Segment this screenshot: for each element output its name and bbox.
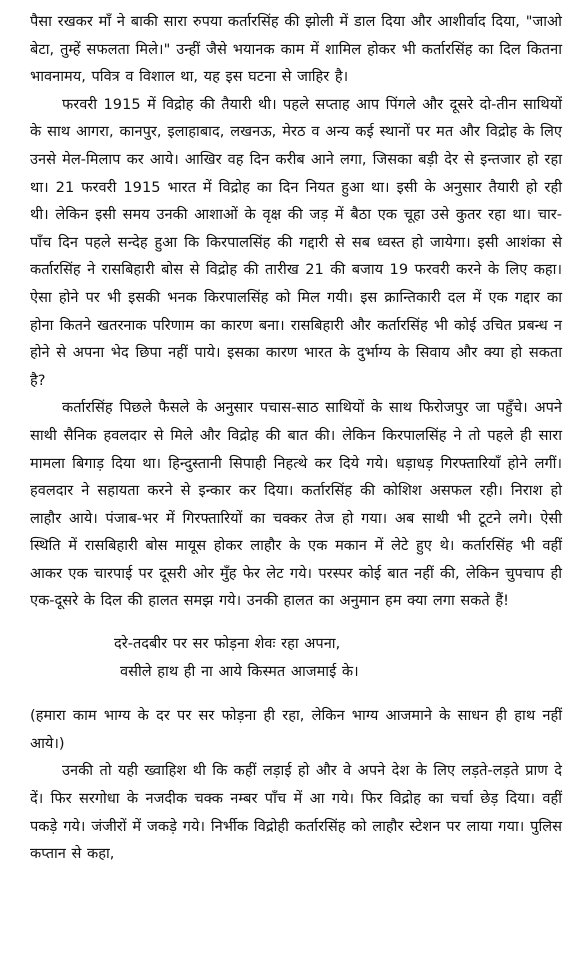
verse-line-2: वसीले हाथ ही ना आये किस्मत आजमाई के।	[120, 662, 359, 680]
verse-couplet	[30, 630, 562, 685]
verse-line-1: दरे-तदबीर पर सर फोड़ना शेवः रहा अपना,	[114, 635, 341, 653]
paragraph-arrest: उनकी तो यही ख्वाहिश थी कि कहीं लड़ाई हो और वे अपने देश के लिए लड़ते-लड़ते प्राण दे दें। फिर सरगोधा के नजदीक चक्क नम्बर पाँच में आ गये। फिर विद्रोह का चर्चा छेड़ दिया। वहीं पकड़े गये। जंजीरों में जकड़े गये। निर्भीक विद्रोही कर्तारसिंह को लाहौर स्टेशन पर लाया गया। पुलिस कप्तान से कहा,	[30, 762, 562, 863]
verse-translation: (हमारा काम भाग्य के दर पर सर फोड़ना ही रहा, लेकिन भाग्य आजमाने के साधन ही हाथ नहीं आये।)	[30, 707, 562, 752]
paragraph-ferozepur-attempt: कर्तारसिंह पिछले फैसले के अनुसार पचास-साठ साथियों के साथ फिरोजपुर जा पहुँचे। अपने साथी सैनिक हवलदार से मिले और विद्रोह की बात की। लेकिन किरपालसिंह ने तो पहले ही सारा मामला बिगाड़ दिया था। हिन्दुस्तानी सिपाही निहत्थे कर दिये गये। धड़ाधड़ गिरफ्तारियाँ होने लगीं। हवलदार ने सहायता करने से इन्कार कर दिया। कर्तारसिंह की कोशिश असफल रही। निराश हो लाहौर आये। पंजाब-भर में गिरफ्तारियों का चक्कर तेज हो गया। अब साथी भी टूटने लगे। ऐसी स्थिति में रासबिहारी बोस मायूस होकर लाहौर के एक मकान में लेटे हुए थे। कर्तारसिंह भी वहीं आकर एक चारपाई पर दूसरी ओर मुँह फेर लेट गये। परस्पर कोई बात नहीं की, लेकिन चुपचाप ही एक-दूसरे के दिल की हालत समझ गये। उनकी हालत का अनुमान हम क्या लगा सकते हैं!	[30, 399, 562, 610]
paragraph-february-1915-plan: फरवरी 1915 में विद्रोह की तैयारी थी। पहले सप्ताह आप पिंगले और दूसरे दो-तीन साथियों के साथ आगरा, कानपुर, इलाहाबाद, लखनऊ, मेरठ व अन्य कई स्थानों पर मत और विद्रोह के लिए उनसे मेल-मिलाप कर आये। आखिर वह दिन करीब आने लगा, जिसका बड़ी देर से इन्तजार हो रहा था। 21 फरवरी 1915 भारत में विद्रोह का दिन नियत हुआ था। इसी के अनुसार तैयारी हो रही थी। लेकिन इसी समय उनकी आशाओं के वृक्ष की जड़ में बैठा एक चूहा उसे कुतर रहा था। चार-पाँच दिन पहले सन्देह हुआ कि किरपालसिंह की गद्दारी से सब ध्वस्त हो जायेगा। इसी आशंका से कर्तारसिंह ने रासबिहारी बोस से विद्रोह की तारीख 21 की बजाय 19 फरवरी करने के लिए कहा। ऐसा होने पर भी इसकी भनक किरपालसिंह को मिल गयी। इस क्रान्तिकारी दल में एक गद्दार का होना कितने खतरनाक परिणाम का कारण बना। रासबिहारी और कर्तारसिंह भी कोई उचित प्रबन्ध न होने से अपना भेद छिपा नहीं पाये। इसका कारण भारत के दुर्भाग्य के सिवाय और क्या हो सकता है?	[30, 95, 562, 389]
paragraph-mothers-blessing: पैसा रखकर माँ ने बाकी सारा रुपया कर्तारसिंह की झोली में डाल दिया और आशीर्वाद दिया, "जाओ बेटा, तुम्हें सफलता मिले।" उन्हीं जैसे भयानक काम में शामिल होकर भी कर्तारसिंह का दिल कितना भावनामय, पवित्र व विशाल था, यह इस घटना से जाहिर है।	[30, 13, 562, 86]
